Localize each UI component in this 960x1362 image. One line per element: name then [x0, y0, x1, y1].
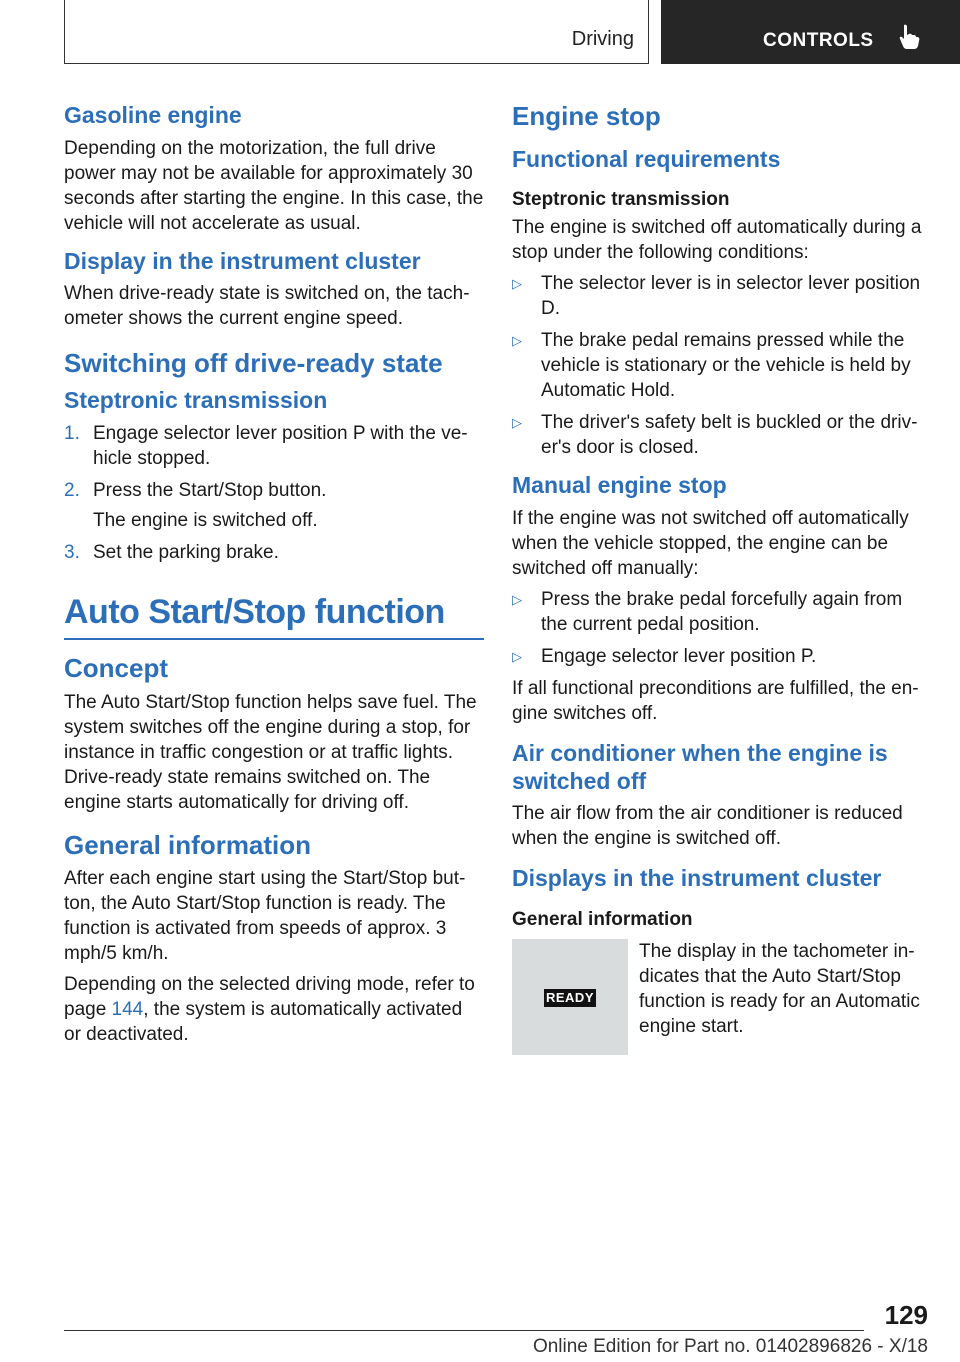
footer-edition: Online Edition for Part no. 01402896826 - X/18 — [532, 1336, 928, 1357]
air-conditioner-heading: Air conditioner when the engine is switched off — [512, 740, 888, 794]
gasoline-engine-heading: Gasoline engine — [64, 102, 242, 128]
right-column — [512, 100, 927, 1059]
chapter-tab[interactable] — [661, 0, 960, 64]
triangle-bullet-icon: ▷ — [512, 415, 522, 431]
displays-cluster-heading: Displays in the instrument cluster — [512, 865, 882, 892]
list-item — [512, 587, 927, 637]
step-number: 1. — [64, 422, 80, 444]
driving-mode-text-pre: Depending on the selected driving mode, refer to page — [64, 974, 475, 1021]
switch-off-steps-cont — [64, 540, 484, 565]
triangle-bullet-icon: ▷ — [512, 333, 522, 349]
condition-text: The selector lever is in selector lever position D. — [541, 273, 921, 320]
step-text: Set the parking brake. — [93, 541, 279, 563]
manual-item-text: Engage selector lever position P. — [541, 646, 817, 668]
switching-off-heading: Switching off drive-ready state — [64, 348, 443, 379]
driving-mode-text-post: , the system is automatically activated or deactivated. — [64, 999, 463, 1046]
step-result-text: The engine is switched off. — [93, 509, 318, 531]
condition-text: The driver's safety belt is buckled or the driv-er's door is closed. — [541, 412, 918, 459]
general-information-subheading: General information — [512, 908, 693, 930]
pointing-hand-icon — [898, 24, 920, 50]
general-information-heading: General information — [64, 829, 312, 860]
display-cluster-heading: Display in the instrument cluster — [64, 247, 421, 274]
list-item — [64, 478, 484, 503]
left-column — [64, 100, 484, 1053]
driving-mode-text — [64, 972, 484, 1047]
manual-engine-stop-text: If the engine was not switched off automatically when the vehicle stopped, the engine can be switched off manually: — [512, 508, 909, 580]
list-item — [512, 328, 927, 403]
step-number: 3. — [64, 541, 80, 563]
steptronic-text: The engine is switched off automatically during a stop under the following conditions: — [512, 217, 922, 264]
chapter-title: CONTROLS — [763, 30, 874, 51]
steptronic-heading-left: Steptronic transmission — [64, 387, 328, 414]
step-number: 2. — [64, 479, 80, 501]
manual-engine-stop-heading: Manual engine stop — [512, 472, 727, 499]
page-link[interactable]: 144 — [111, 999, 144, 1021]
air-conditioner-text: The air flow from the air conditioner is reduced when the engine is switched off. — [512, 803, 903, 850]
steptronic-heading-right: Steptronic transmission — [512, 189, 730, 211]
list-item — [64, 540, 484, 565]
list-item — [64, 421, 484, 471]
triangle-bullet-icon: ▷ — [512, 276, 522, 292]
manual-item-text: Press the brake pedal forcefully again from the current pedal position. — [541, 589, 903, 636]
list-item — [512, 410, 927, 460]
list-item — [512, 644, 927, 669]
manual-stop-list — [512, 587, 927, 669]
ready-badge: READY — [545, 989, 594, 1005]
list-item — [512, 271, 927, 321]
step-text: Engage selector lever position P with the ve-hicle stopped. — [93, 422, 468, 469]
display-cluster-text: When drive-ready state is switched on, the tach-ometer shows the current engine speed. — [64, 283, 470, 330]
footer-divider — [64, 1330, 864, 1331]
general-information-text: After each engine start using the Start/Stop but-ton, the Auto Start/Stop function is ready. The function is activated from speeds of approx. 3 mph/5 km/h. — [64, 868, 466, 965]
auto-start-stop-heading: Auto Start/Stop function — [64, 593, 484, 640]
engine-stop-heading: Engine stop — [512, 101, 661, 131]
section-title: Driving — [571, 28, 634, 50]
ready-display-text: The display in the tachometer in-dicates that the Auto Start/Stop function is ready for an Automatic engine start. — [639, 940, 920, 1037]
triangle-bullet-icon: ▷ — [512, 649, 522, 665]
preconditions-text: If all functional preconditions are fulfilled, the en-gine switches off. — [512, 678, 919, 725]
page-number: 129 — [884, 1300, 928, 1330]
ready-display-block — [512, 939, 927, 1059]
switch-off-steps — [64, 421, 484, 503]
step-text: Press the Start/Stop button. — [93, 479, 327, 501]
condition-text: The brake pedal remains pressed while the vehicle is stationary or the vehicle is held by Automatic Hold. — [541, 330, 911, 402]
header-section-box — [64, 0, 649, 64]
concept-text: The Auto Start/Stop function helps save fuel. The system switches off the engine during a stop, for instance in traffic congestion or at traffic lights. Drive-ready state remains switched on. The engine starts automatically for driving off. — [64, 691, 477, 813]
concept-heading: Concept — [64, 652, 168, 683]
triangle-bullet-icon: ▷ — [512, 592, 522, 608]
stop-conditions-list — [512, 271, 927, 460]
ready-display-image — [512, 939, 628, 1055]
functional-requirements-heading: Functional requirements — [512, 145, 781, 172]
gasoline-engine-text: Depending on the motorization, the full drive power may not be available for approximately 30 seconds after starting the engine. In this case, the vehicle will not accelerate as usual. — [64, 137, 484, 234]
